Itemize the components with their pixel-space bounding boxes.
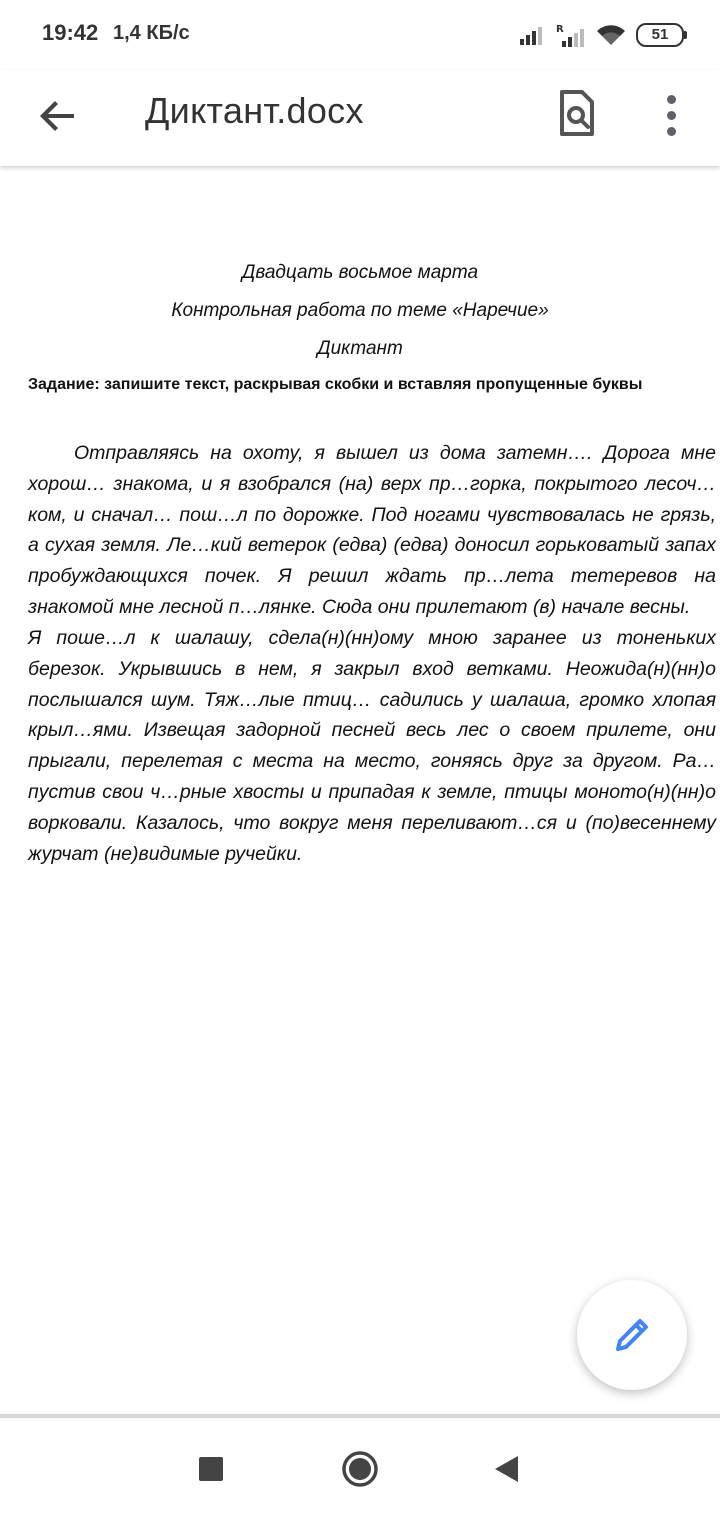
back-button[interactable] [34,92,82,140]
status-icons [520,20,684,50]
status-network-speed: 1,4 КБ/с [113,22,190,44]
back-icon [482,1444,532,1494]
wifi-icon [596,24,626,46]
back-arrow-icon [34,92,82,140]
body-paragraph-1: Отправляясь на охоту, я вышел из дома затемн…. Дорога мне хорош… знакома, и я взобрался (на) верх пр…горка, покрытого лесоч…ком, и сначал… пош…л по дорожке. Под ногами чувствовалась не грязь, а сухая земля. Ле…кий ветерок (едва) (едва) доносил горьковатый запах пробуждающихся почек. Я решил ждать пр…лета тетеревов на знакомой мне лесной п…лянке. Сюда они прилетают (в) начале весны. [28,442,716,618]
edit-pencil-icon [610,1313,654,1357]
assignment-text: Задание: запишите текст, раскрывая скобки и вставляя пропущенные буквы [28,376,643,393]
signal-roaming-icon [556,23,586,47]
recent-apps-button[interactable] [186,1444,236,1494]
document-heading: Диктант [317,338,403,359]
document-subtitle: Контрольная работа по теме «Наречие» [171,300,549,321]
home-button[interactable] [335,1444,385,1494]
body-paragraph-2: Я поше…л к шалашу, сдела(н)(нн)ому мною заранее из тоненьких березок. Укрывшись в нем, я закрыл вход ветками. Неожида(н)(нн)о послышался шум. Тяж…лые птиц… садились у шалаша, громко хлопая крыл…ями. Извещая задорной песней весь лес о своем прилете, они прыгали, перелетая с места на место, гоняясь друг за другом. Ра…пустив свои ч…рные хвосты и припадая к земле, птицы моното(н)(нн)о ворковали. Казалось, что вокруг меня переливают…ся и (по)весеннему журчат (не)видимые ручейки. [28,627,716,865]
status-time: 19:42 [42,20,99,45]
svg-text:R: R [556,24,564,35]
edit-fab-button[interactable] [577,1280,687,1390]
find-in-document-button[interactable] [552,88,600,140]
more-options-button[interactable] [652,88,692,144]
navigation-bar [0,1418,720,1520]
system-back-button[interactable] [482,1444,532,1494]
status-bar [0,0,720,70]
home-icon [335,1444,385,1494]
document-page [0,174,720,1414]
app-bar [0,70,720,166]
document-title: Диктант.docx [145,90,364,131]
battery-icon: 51 [636,23,684,47]
signal-icon [520,25,546,45]
document-date: Двадцать восьмое марта [241,262,479,283]
search-document-icon [552,88,600,140]
recent-apps-icon [186,1444,236,1494]
